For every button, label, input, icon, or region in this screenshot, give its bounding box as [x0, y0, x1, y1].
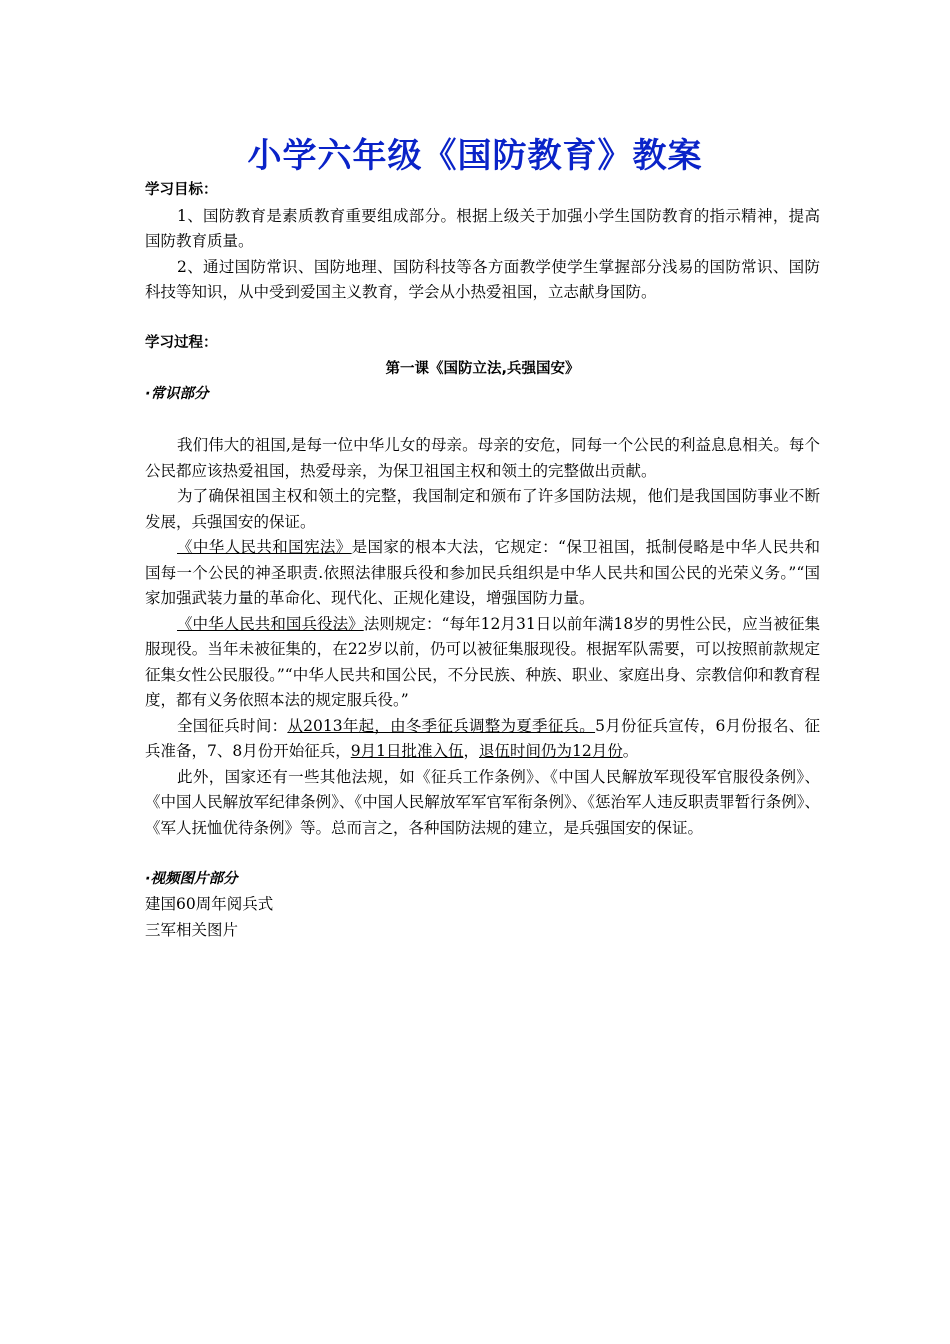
- lesson-title: 第一课《国防立法,兵强国安》: [385, 360, 580, 377]
- section-video-images: ·视频图片部分: [145, 870, 238, 887]
- goal-item-1: 1、国防教育是素质教育重要组成部分。根据上级关于加强小学生国防教育的指示精神，提高国防教育质量。: [145, 206, 820, 250]
- document-body: [145, 178, 820, 943]
- process-heading: 学习过程：: [145, 335, 218, 351]
- paragraph-1: 我们伟大的祖国,是每一位中华儿女的母亲。母亲的安危，同每一个公民的利益息息相关。每个公民都应该热爱祖国，热爱母亲，为保卫祖国主权和领土的完整做出贡献。: [145, 436, 820, 480]
- paragraph-3: 《中华人民共和国宪法》是国家的根本大法，它规定：“保卫祖国，抵制侵略是中华人民共和国每一个公民的神圣职责.依照法律服兵役和参加民兵组织是中华人民共和国公民的光荣义务。”“国家加强武装力量的革命化、现代化、正规化建设，增强国防力量。: [145, 538, 820, 607]
- list-item: 建国60周年阅兵式: [145, 895, 274, 913]
- document-title: 小学六年级《国防教育》教案: [247, 136, 703, 176]
- list-item: 三军相关图片: [145, 920, 239, 939]
- goals-heading: 学习目标：: [145, 182, 218, 198]
- military-service-law-link: 《中华人民共和国兵役法》: [177, 614, 364, 633]
- section-common-knowledge: ·常识部分: [145, 386, 209, 402]
- paragraph-5: 全国征兵时间：从2013年起，由冬季征兵调整为夏季征兵。5月份征兵宣传，6月份报名、征兵准备，7、8月份开始征兵，9月1日批准入伍，退伍时间仍为12月份。: [145, 716, 820, 760]
- goal-item-2: 2、通过国防常识、国防地理、国防科技等各方面教学使学生掌握部分浅易的国防常识、国防科技等知识，从中受到爱国主义教育，学会从小热爱祖国，立志献身国防。: [145, 257, 820, 301]
- paragraph-4: 《中华人民共和国兵役法》法则规定：“每年12月31日以前年满18岁的男性公民，应当被征集服现役。当年未被征集的，在22岁以前，仍可以被征集服现役。根据军队需要，可以按照前款规定征集女性公民服役。”“中华人民共和国公民，不分民族、种族、职业、家庭出身、宗教信仰和教育程度，都有义务依照本法的规定服兵役。”: [145, 614, 820, 709]
- paragraph-6: 此外，国家还有一些其他法规，如《征兵工作条例》、《中国人民解放军现役军官服役条例》、《中国人民解放军纪律条例》、《中国人民解放军军官军衔条例》、《惩治军人违反职责罪暂行条例》、《军人抚恤优待条例》等。总而言之，各种国防法规的建立，是兵强国安的保证。: [145, 767, 820, 837]
- constitution-link: 《中华人民共和国宪法》: [177, 538, 352, 556]
- paragraph-2: 为了确保祖国主权和领土的完整，我国制定和颁布了许多国防法规，他们是我国国防事业不断发展，兵强国安的保证。: [145, 487, 820, 531]
